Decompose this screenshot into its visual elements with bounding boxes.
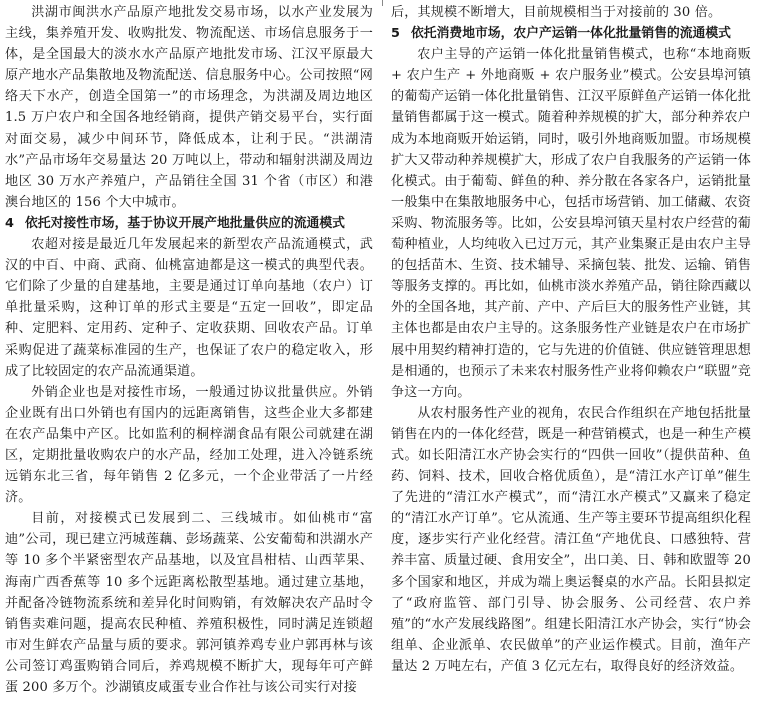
section-title: 依托对接性市场，基于协议开展产地批量供应的流通模式 — [25, 215, 345, 231]
section-heading-4 — [5, 213, 373, 234]
paragraph-continuation: 后，其规模不断增大，目前规模相当于对接前的 30 倍。 — [391, 5, 722, 20]
left-column — [5, 2, 373, 698]
section-title: 依托消费地市场，农户产运销一体化批量销售的流通模式 — [411, 26, 731, 42]
paragraph-second-tier-cities: 目前，对接模式已发展到二、三线城市。如仙桃市“富迪”公司，现已建立沔城莲藕、彭场蔬菜、公安葡萄和洪湖水产等 10 多个半紧密型农产品基地，以及宜昌柑桔、山西苹果、海南广西香蕉等 10 多个远距离松散型基地。通过建立基地，并配备冷链物流系统和差异化时间购销，有效解决农产品时令销售卖难问题，提高农民种植、养殖积极性，同时满足连锁超市对生鲜农产品量与质的要求。郭河镇养鸡专业户郭再林与该公司签订鸡蛋购销合同后，养鸡规模不断扩大，现每年可产鲜蛋 200 多万个。沙湖镇皮咸蛋专业合作社与该公司实行对接 — [5, 511, 373, 695]
right-column — [391, 2, 751, 677]
paragraph-cooperative-model: 从农村服务性产业的视角，农民合作组织在产地包括批量销售在内的一体化经营，既是一种营销模式，也是一种生产模式。如长阳清江水产协会实行的“四供一回收”（提供苗种、鱼药、饲料、技术，回收合格优质鱼），是“清江水产订单”催生了先进的“清江水产模式”，而“清江水产模式”又赢来了稳定的“清江水产订单”。它从流通、生产等主要环节提高组织化程度，逐步实行产业化经营。清江鱼“产地优良、口感独特、营养丰富、质量过硬、食用安全”，出口美、日、韩和欧盟等 20 多个国家和地区，并成为端上奥运餐桌的水产品。长阳县拟定了“政府监管、部门引导、协会服务、公司经营、农户养殖”的“水产发展线路图”。组建长阳清江水产协会，实行“协会组单、企业派单、农民做单”的产业运作模式。目前，渔年产量达 2 万吨左右，产值 3 亿元左右，取得良好的经济效益。 — [391, 405, 751, 674]
paragraph-export-enterprise: 外销企业也是对接性市场，一般通过协议批量供应。外销企业既有出口外销也有国内的远距离销售，这些企业大多都建在农产品集中产区。比如监利的桐梓湖食品有限公司就建在湖区，定期批量收购农户的水产品，经加工处理，进入冷链系统远销东北三省，每年销售 2 亿多元，一个企业带活了一片经济。 — [5, 384, 373, 506]
paragraph-farm-supermarket: 农超对接是最近几年发展起来的新型农产品流通模式，武汉的中百、中商、武商、仙桃富迪都是这一模式的典型代表。它们除了少量的自建基地，主要是通过订单向基地（农户）订单批量采购，这种订单的形式主要是“五定一回收”，即定品种、定肥料、定用药、定种子、定收获期、回收农产品。订单采购促进了蔬菜标准园的生产，也保证了农户的稳定收入，形成了比较固定的农产品流通渠道。 — [5, 237, 373, 379]
paragraph-integrated-sales: 农户主导的产运销一体化批量销售模式，也称“本地商贩 + 农户生产 + 外地商贩 + 农户服务业”模式。公安县埠河镇的葡萄产运销一体化批量销售、江汉平原鲜鱼产运销一体化批量销售都属于这一模式。随着种养规模的扩大，部分种养农户成为本地商贩开始运销，同时，吸引外地商贩加盟。市场规模扩大又带动种养规模扩大，形成了农户自我服务的产运销一体化模式。由于葡萄、鲜鱼的种、养分散在各家各户，运销批量一般集中在集散地服务中心，包括市场营销、加工储藏、农资采购、物流服务等。比如，公安县埠河镇天星村农户经营的葡萄种植业，人均纯收入已过万元，其产业集聚正是由农户主导的包括苗木、生资、技术辅导、采摘包装、批发、运输、销售等服务支撑的。再比如，仙桃市淡水养殖产品，销往除西藏以外的全国各地，其产前、产中、产后巨大的服务性产业链，其主体也都是由农户主导的。这条服务性产业链是农户在市场扩展中用契约精神打造的，它与先进的价值链、供应链管理思想是相通的，也预示了未来农村服务性产业将仰赖农户“联盟”竞争这一方向。 — [391, 47, 751, 400]
paragraph-market-hub: 洪湖市闽洪水产品原产地批发交易市场，以水产业发展为主线，集养殖开发、收购批发、物流配送、市场信息服务于一体，是全国最大的淡水水产品原产地批发市场、江汉平原最大原产地水产品集散地及物流配送、信息服务中心。公司按照“网络天下水产，创造全国第一”的市场理念，为洪湖及周边地区 1.5 万户农户和全国各地经销商，提供产销交易平台，实行面对面交易，减少中间环节，降低成本，让利于民。“洪湖清水”产品市场年交易量达 20 万吨以上，带动和辐射洪湖及周边地区 30 万水产养殖户，产品销往全国 31 个省（市区）和港澳台地区的 156 个大中城市。 — [5, 5, 373, 210]
section-number: 5 — [391, 26, 400, 42]
column-divider — [382, 0, 383, 6]
section-heading-5 — [391, 23, 751, 44]
section-number: 4 — [5, 215, 14, 231]
